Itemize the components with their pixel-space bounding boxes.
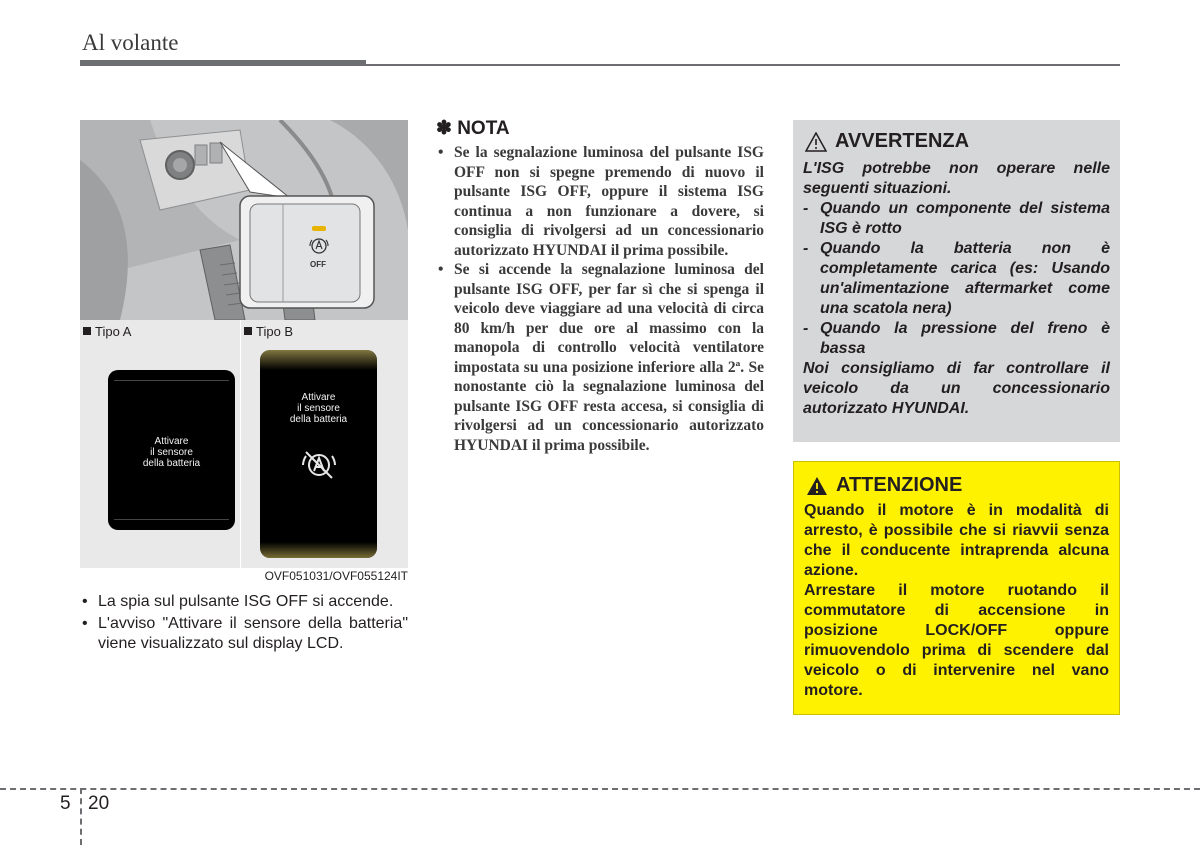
lcd-b-line-1: Attivare <box>301 392 336 403</box>
lcd-b-line-2: il sensore <box>297 403 340 414</box>
page-header-title: Al volante <box>82 30 179 55</box>
lcd-a-line-3: della batteria <box>142 458 201 469</box>
figure-label-a-text: Tipo A <box>95 324 132 339</box>
dashboard-drawing <box>80 120 408 320</box>
lcd-a-line-2: il sensore <box>150 447 193 458</box>
square-bullet-icon <box>83 327 91 335</box>
figure-code: OVF051031/OVF055124IT <box>264 569 408 583</box>
header-rule-thick <box>80 60 366 66</box>
nota-list <box>436 143 764 455</box>
avvertenza-outro: Noi consigliamo di far controllare il veicolo da un concessionario autorizzato HYUNDAI. <box>803 360 1110 417</box>
header-rule-thin <box>366 64 1120 66</box>
page-number: 20 <box>88 793 110 814</box>
warning-triangle-icon <box>805 132 827 152</box>
list-item: • L'avviso "Attivare il sensore della batteria" viene visualizzato sul display LCD. <box>80 614 408 654</box>
attenzione-box <box>793 461 1120 715</box>
avvertenza-title-text: AVVERTENZA <box>835 130 970 152</box>
isg-off-warning-icon <box>298 446 340 484</box>
figure-label-b-text: Tipo B <box>256 324 294 339</box>
list-item: - Quando la batteria non è completamente carica (es: Usando un'alimentazione aftermarket come una scatola nera) <box>803 239 1110 319</box>
caution-triangle-icon <box>806 476 828 496</box>
list-item: • Se si accende la segnalazione luminosa del pulsante ISG OFF, per far sì che si spenga il veicolo deve viaggiare ad una velocità di circa 80 km/h per due ore al massimo con la manopola di controllo velocità ventilatore impostata su una posizione inferiore alla 2ª. Se nonostante ciò la segnalazione luminosa del pulsante ISG OFF resta accesa, si consiglia di rivolgersi ad un concessionario autorizzato HYUNDAI il prima possibile. <box>436 260 764 455</box>
square-bullet-icon <box>244 327 252 335</box>
list-item: • Se la segnalazione luminosa del pulsante ISG OFF non si spegne premendo di nuovo il pulsante ISG OFF, oppure il sistema ISG continua a non funzionare a dovere, si consiglia di rivolgersi ad un concessionario autorizzato HYUNDAI il prima possibile. <box>436 143 764 260</box>
dashboard-illustration <box>80 120 408 320</box>
list-item: - Quando un componente del sistema ISG è rotto <box>803 199 1110 239</box>
avvertenza-intro: L'ISG potrebbe non operare nelle seguenti situazioni. <box>803 160 1110 197</box>
attenzione-title-text: ATTENZIONE <box>836 474 963 496</box>
avvertenza-title <box>805 130 1110 153</box>
attenzione-paragraph-2: Arrestare il motore ruotando il commutatore di accensione in posizione LOCK/OFF oppure rimuovendolo prima di scendere dal veicolo o di intervenire nel vano motore. <box>804 582 1109 699</box>
footer-rule <box>0 788 1200 790</box>
figure-label-a <box>83 324 131 339</box>
isg-off-switch-label: OFF <box>310 260 326 269</box>
avvertenza-box <box>793 120 1120 442</box>
figure-divider <box>240 320 241 568</box>
chapter-number: 5 <box>60 793 71 814</box>
lcd-display-type-b <box>260 350 377 558</box>
left-bullet-list <box>80 592 408 656</box>
lcd-b-line-3: della batteria <box>289 414 348 425</box>
lcd-display-type-a <box>108 370 235 530</box>
attenzione-title <box>806 474 1109 497</box>
lcd-a-line-1: Attivare <box>154 436 189 447</box>
footer-vertical-rule <box>80 788 82 845</box>
list-item: - Quando la pressione del freno è bassa <box>803 319 1110 359</box>
nota-heading: ✽ NOTA <box>436 118 510 139</box>
avvertenza-list <box>803 199 1110 359</box>
list-item: • La spia sul pulsante ISG OFF si accende. <box>80 592 408 612</box>
figure-label-b <box>244 324 293 339</box>
attenzione-paragraph-1: Quando il motore è in modalità di arresto, è possibile che si riavvii senza che il conducente intraprenda alcuna azione. <box>804 502 1109 579</box>
